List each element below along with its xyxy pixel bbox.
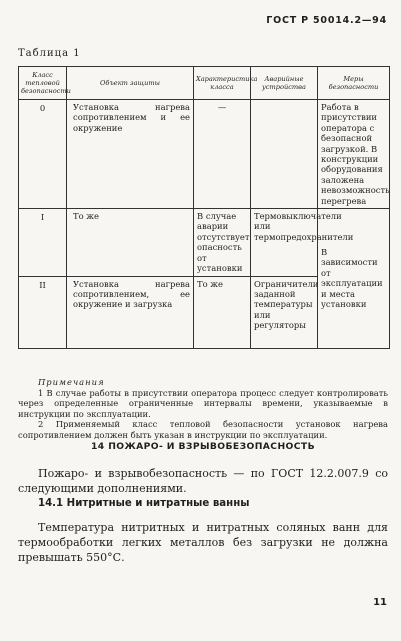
cell-characteristic: — [194, 100, 251, 209]
table-caption: Таблица 1 [18, 48, 81, 59]
section-title: 14 ПОЖАРО- И ВЗРЫВОБЕЗОПАСНОСТЬ [91, 441, 315, 452]
cell-object: Установка нагрева сопротивлением и ее окружение [67, 100, 194, 209]
subsection-title: 14.1 Нитритные и нитратные ванны [38, 498, 250, 509]
note-item: 1 В случае работы в присутствии оператора процесс следует контролировать через определенные ограниченные интервалы времени, указываемые в инструкции по эксплуатации. [18, 387, 388, 419]
column-header-measures: Меры безопасности [318, 67, 390, 100]
section-intro: Пожаро- и взрывобезопасность — по ГОСТ 12.2.007.9 со следующими дополнениями. [18, 467, 388, 495]
column-header-characteristic: Характеристика класса [194, 67, 251, 100]
cell-devices: Ограничители заданной температуры или регуляторы [251, 276, 318, 348]
note-item: 2 Применяемый класс тепловой безопасности установок нагрева сопротивлением должен быть указан в инструкции по эксплуатации. [18, 419, 388, 440]
column-header-devices: Аварийные устройства [251, 67, 318, 100]
cell-measures: Работа в присутствии оператора с безопасной загрузкой. В конструкции оборудования заложена невозможность перегрева [318, 100, 390, 209]
cell-object: Установка нагрева сопротивлением, ее окружение и загрузка [67, 276, 194, 348]
table-row [19, 209, 390, 276]
cell-class: I [19, 209, 67, 276]
document-header: ГОСТ Р 50014.2—94 [266, 15, 387, 26]
safety-class-table [18, 66, 390, 349]
cell-characteristic: В случае аварии отсутствует опасность от установки [194, 209, 251, 276]
notes-title: Примечания [38, 377, 105, 387]
cell-devices [251, 100, 318, 209]
column-header-class: Класс тепловой безопасности [19, 67, 67, 100]
table-header-row [19, 67, 390, 100]
cell-devices: Термовыключатели или термопредохранители [251, 209, 318, 276]
table-notes [18, 377, 388, 440]
cell-class: 0 [19, 100, 67, 209]
column-header-object: Объект защиты [67, 67, 194, 100]
cell-class: II [19, 276, 67, 348]
cell-measures: В зависимости от эксплуатации и места установки [318, 209, 390, 348]
page-number: 11 [373, 597, 387, 608]
cell-characteristic: То же [194, 276, 251, 348]
table-row [19, 100, 390, 209]
cell-object: То же [67, 209, 194, 276]
subsection-text: Температура нитритных и нитратных соляных ванн для термообработки легких металлов без загрузки не должна превышать 550°С. [18, 521, 388, 564]
